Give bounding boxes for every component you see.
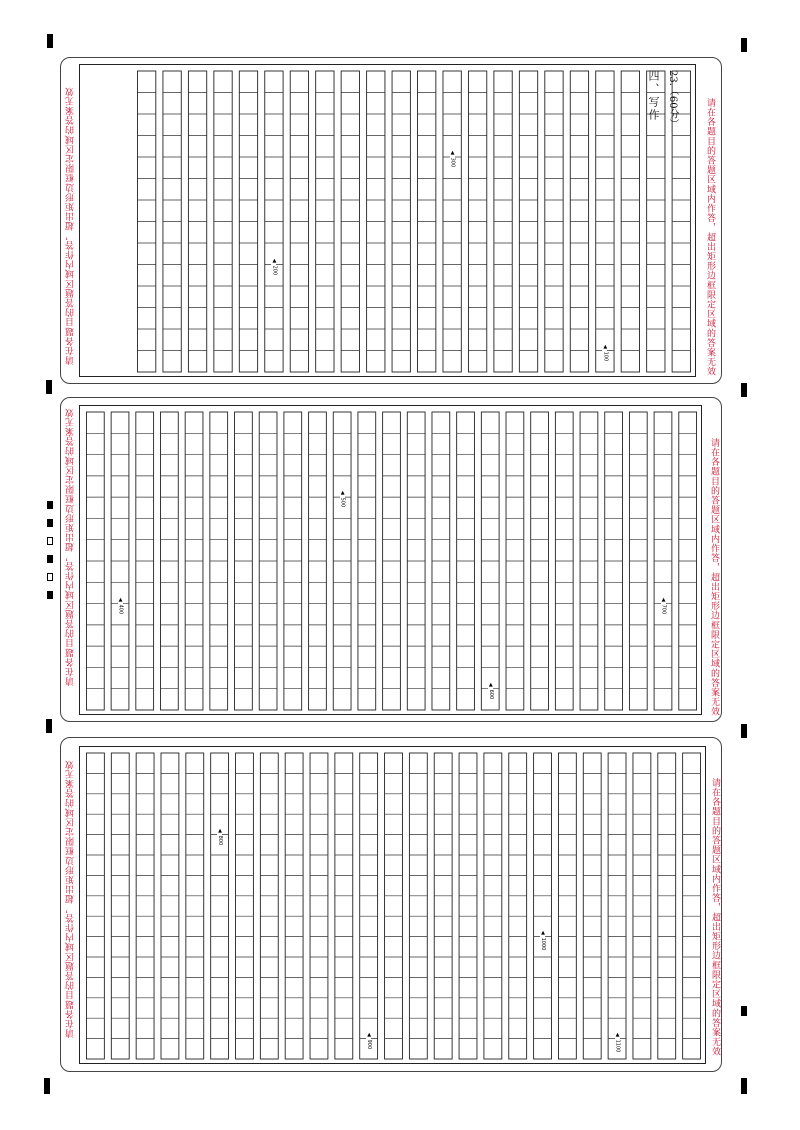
word-count-marker: ▲ 600	[487, 681, 494, 699]
writing-grid-3[interactable]	[79, 746, 706, 1064]
grid-column	[310, 753, 328, 1059]
timing-mark	[47, 537, 53, 545]
word-count-marker: ▲ 900	[366, 1031, 373, 1049]
answer-area-notice: 请在各题目的答题区域内作答，超出矩形边框限定区域的答案无效	[705, 98, 715, 377]
registration-mark	[741, 1006, 747, 1016]
word-count-marker: ▲ 700	[660, 596, 667, 614]
timing-mark	[47, 591, 53, 599]
answer-area-notice: 请在各题目的答题区域内作答，超出矩形边框限定区域的答案无效	[709, 438, 719, 717]
registration-mark	[44, 1078, 50, 1094]
grid-column	[683, 753, 701, 1059]
answer-area-notice: 请在各题目的答题区域内作答，超出矩形边框限定区域的答案无效	[66, 407, 76, 686]
answer-area-notice: 请在各题目的答题区域内作答，超出矩形边框限定区域的答案无效	[710, 778, 720, 1057]
writing-grid-1[interactable]	[79, 64, 696, 377]
grid-column	[608, 753, 626, 1059]
grid-column	[385, 753, 403, 1059]
grid-column	[260, 753, 278, 1059]
grid-column	[409, 753, 427, 1059]
grid-column	[484, 753, 502, 1059]
grid-column	[335, 753, 353, 1059]
grid-column	[658, 753, 676, 1059]
grid-column	[86, 753, 104, 1059]
writing-grid-lines	[80, 406, 703, 716]
registration-mark	[741, 724, 747, 738]
writing-grid-2[interactable]	[79, 405, 702, 715]
grid-column	[459, 753, 477, 1059]
registration-mark	[741, 383, 747, 397]
grid-column	[558, 753, 576, 1059]
grid-column	[534, 753, 552, 1059]
timing-mark	[47, 573, 53, 581]
grid-column	[583, 753, 601, 1059]
timing-mark	[47, 501, 53, 509]
answer-panel-3	[60, 737, 722, 1072]
timing-mark	[47, 555, 53, 563]
answer-panel-1	[60, 57, 722, 384]
registration-mark	[741, 1078, 747, 1094]
question-number: 23.（60分）	[667, 70, 678, 129]
answer-area-notice: 请在各题目的答题区域内作答，超出矩形边框限定区域的答案无效	[66, 86, 76, 365]
grid-column	[161, 753, 179, 1059]
section-heading: 四、写作	[647, 70, 660, 122]
grid-column	[509, 753, 527, 1059]
word-count-marker: ▲ 300	[449, 150, 456, 168]
word-count-marker: ▲ 500	[339, 490, 346, 508]
answer-panel-2	[60, 397, 722, 722]
grid-column	[285, 753, 303, 1059]
grid-column	[136, 753, 154, 1059]
registration-mark	[741, 38, 747, 52]
grid-column	[434, 753, 452, 1059]
word-count-marker: ▲ 200	[271, 257, 278, 275]
word-count-marker: ▲ 1000	[540, 929, 547, 950]
word-count-marker: ▲ 1100	[614, 1031, 621, 1052]
word-count-marker: ▲ 800	[217, 827, 224, 845]
registration-mark	[46, 380, 52, 394]
writing-grid-lines	[80, 65, 697, 378]
grid-column	[236, 753, 254, 1059]
registration-mark	[46, 719, 52, 733]
grid-column	[111, 753, 129, 1059]
word-count-marker: ▲ 400	[117, 596, 124, 614]
word-count-marker: ▲ 100	[602, 343, 609, 361]
grid-column	[186, 753, 204, 1059]
answer-area-notice: 请在各题目的答题区域内作答，超出矩形边框限定区域的答案无效	[66, 759, 76, 1038]
registration-mark	[47, 34, 53, 48]
grid-column	[211, 753, 229, 1059]
timing-mark	[47, 519, 53, 527]
writing-grid-lines	[80, 747, 707, 1065]
grid-column	[633, 753, 651, 1059]
grid-column	[360, 753, 378, 1059]
